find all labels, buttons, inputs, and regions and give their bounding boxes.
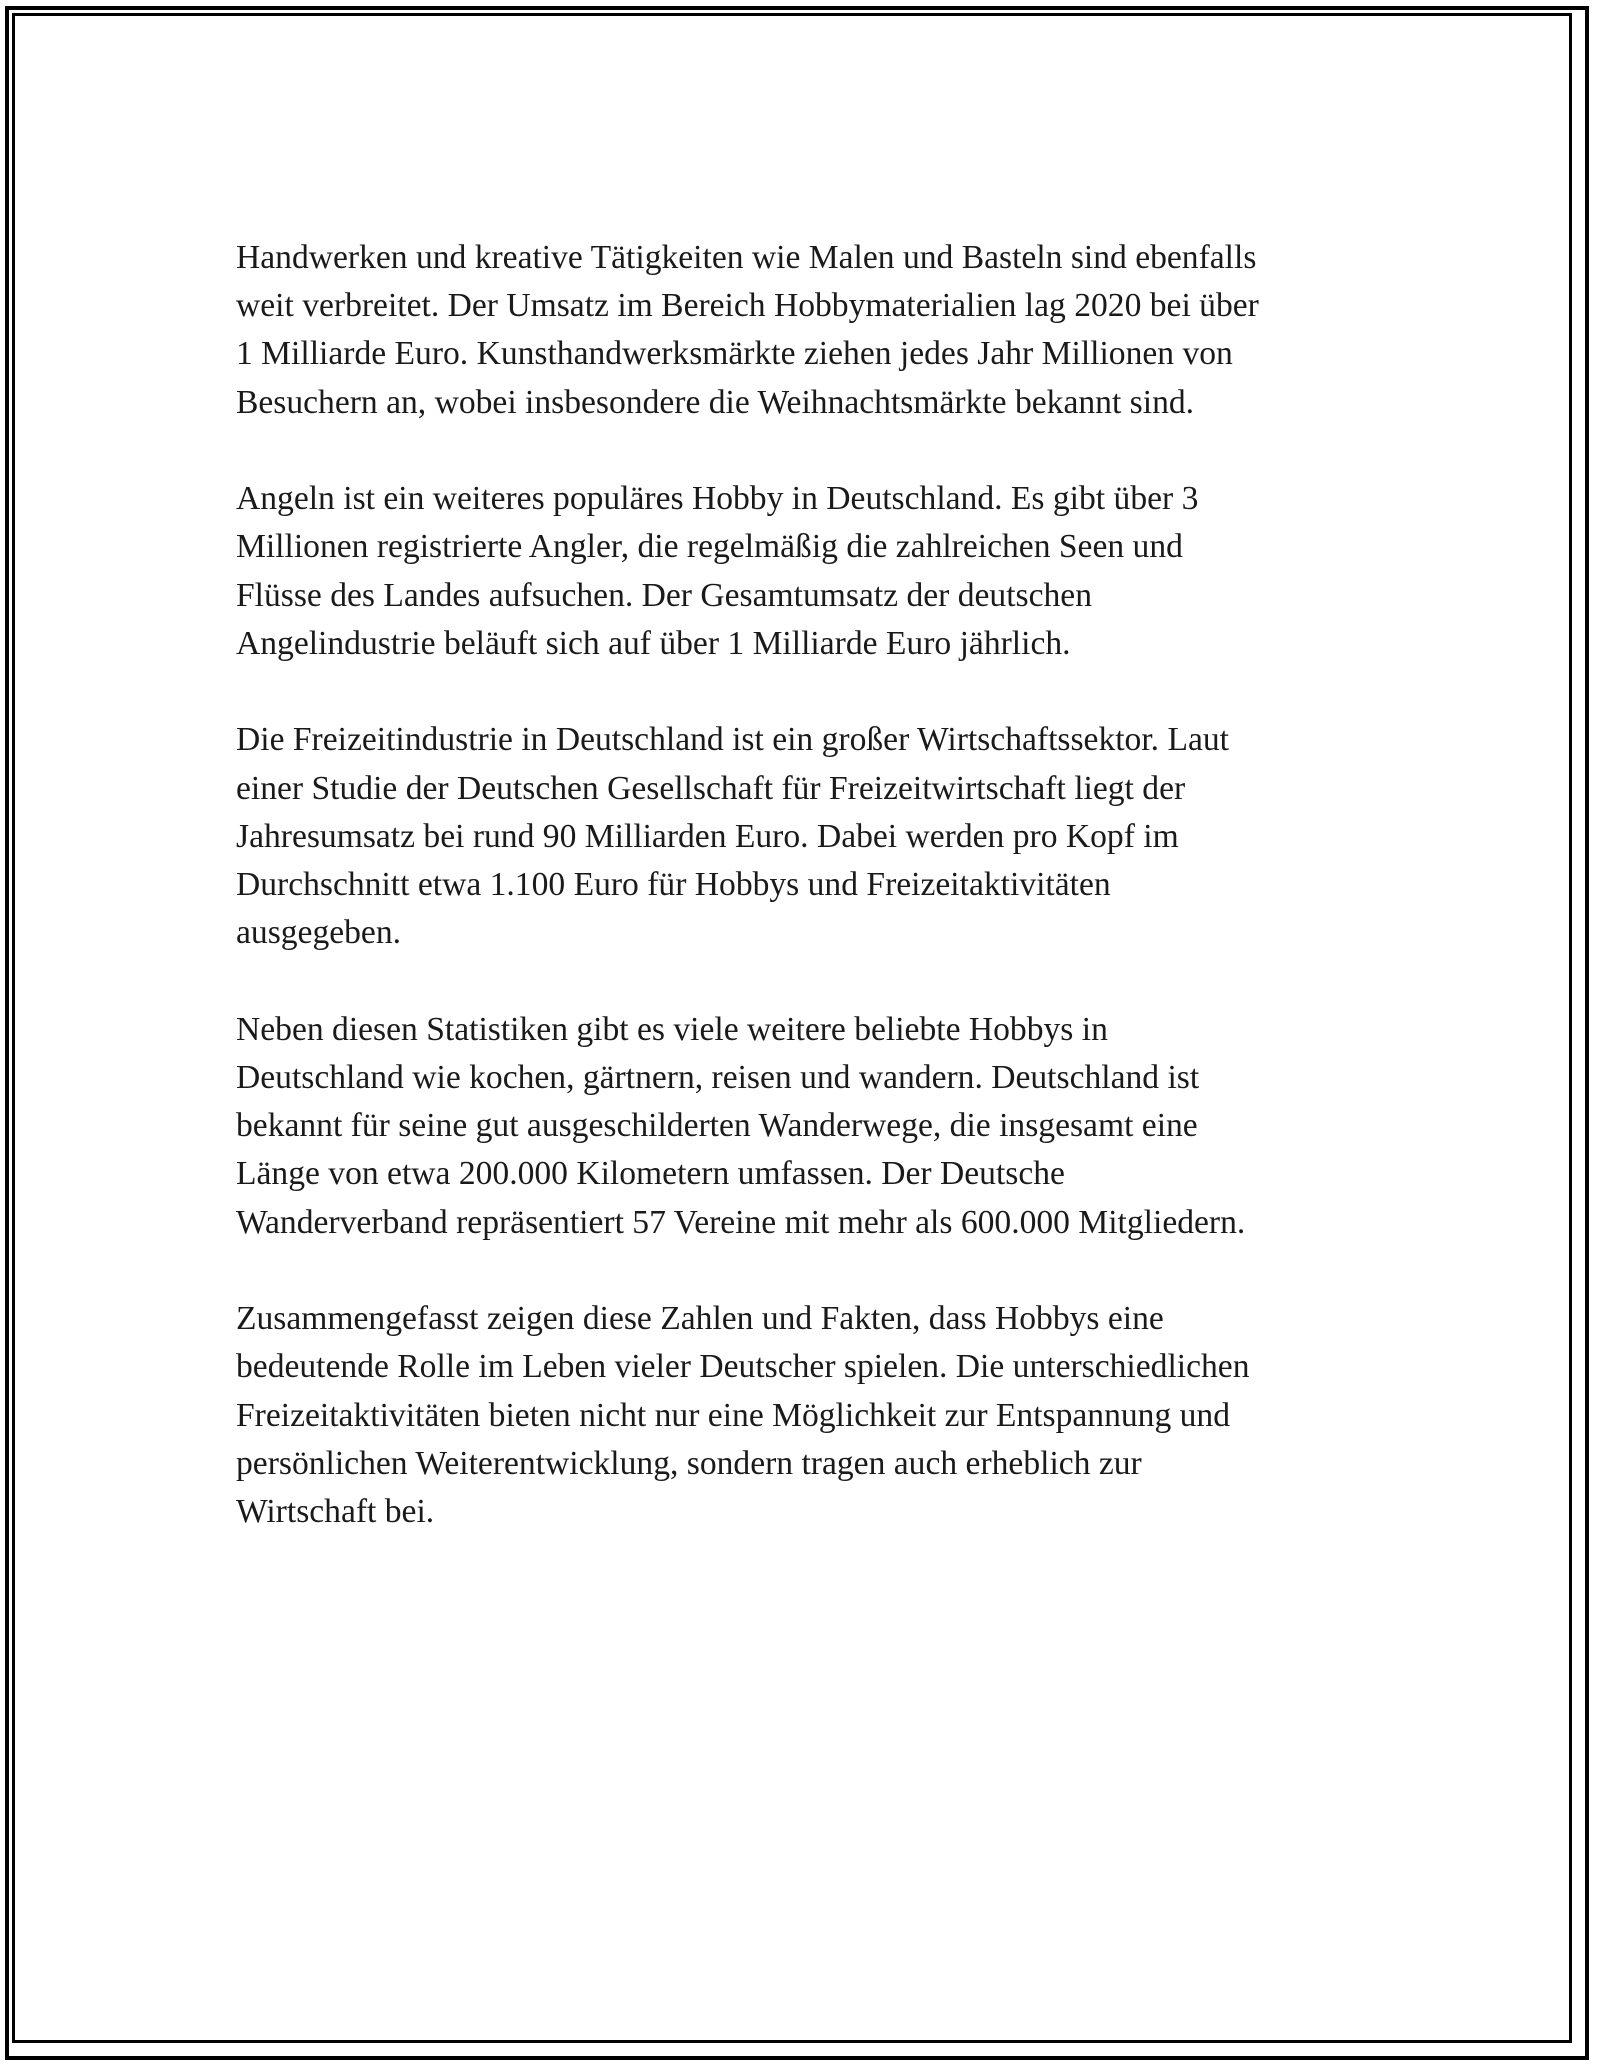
- text-line: Länge von etwa 200.000 Kilometern umfassen. Der Deutsche: [236, 1155, 1065, 1193]
- text-line: bekannt für seine gut ausgeschilderten Wanderwege, die insgesamt eine: [236, 1107, 1198, 1145]
- text-line: Wirtschaft bei.: [236, 1493, 435, 1531]
- text-line: Neben diesen Statistiken gibt es viele weitere beliebte Hobbys in: [236, 1010, 1108, 1048]
- text-line: Freizeitaktivitäten bieten nicht nur eine Möglichkeit zur Entspannung und: [236, 1396, 1231, 1434]
- document-body: [236, 234, 1366, 1585]
- text-line: weit verbreitet. Der Umsatz im Bereich Hobbymaterialien lag 2020 bei über: [236, 287, 1259, 325]
- text-line: Zusammengefasst zeigen diese Zahlen und Fakten, dass Hobbys eine: [236, 1300, 1164, 1338]
- text-line: Jahresumsatz bei rund 90 Milliarden Euro. Dabei werden pro Kopf im: [236, 817, 1179, 855]
- text-line: Die Freizeitindustrie in Deutschland ist ein großer Wirtschaftssektor. Laut: [236, 721, 1229, 759]
- text-line: bedeutende Rolle im Leben vieler Deutscher spielen. Die unterschiedlichen: [236, 1348, 1250, 1386]
- paragraph-fishing: [236, 475, 1366, 668]
- text-line: Millionen registrierte Angler, die regelmäßig die zahlreichen Seen und: [236, 528, 1183, 566]
- text-line: ausgegeben.: [236, 914, 402, 952]
- paragraph-hiking: [236, 1006, 1366, 1247]
- paragraph-summary: [236, 1295, 1366, 1536]
- text-line: Durchschnitt etwa 1.100 Euro für Hobbys und Freizeitaktivitäten: [236, 866, 1111, 904]
- text-line: Besuchern an, wobei insbesondere die Weihnachtsmärkte bekannt sind.: [236, 383, 1195, 421]
- text-line: Angelindustrie beläuft sich auf über 1 Milliarde Euro jährlich.: [236, 624, 1071, 662]
- text-line: Wanderverband repräsentiert 57 Vereine mit mehr als 600.000 Mitgliedern.: [236, 1203, 1246, 1241]
- text-line: einer Studie der Deutschen Gesellschaft für Freizeitwirtschaft liegt der: [236, 769, 1186, 807]
- text-line: Flüsse des Landes aufsuchen. Der Gesamtumsatz der deutschen: [236, 576, 1092, 614]
- text-line: Handwerken und kreative Tätigkeiten wie Malen und Basteln sind ebenfalls: [236, 239, 1257, 276]
- text-line: Angeln ist ein weiteres populäres Hobby in Deutschland. Es gibt über 3: [236, 480, 1199, 518]
- text-line: persönlichen Weiterentwicklung, sondern tragen auch erheblich zur: [236, 1444, 1142, 1482]
- text-line: Deutschland wie kochen, gärtnern, reisen und wandern. Deutschland ist: [236, 1059, 1200, 1097]
- paragraph-leisure-industry: [236, 716, 1366, 957]
- paragraph-crafts: [236, 234, 1366, 427]
- text-line: 1 Milliarde Euro. Kunsthandwerksmärkte ziehen jedes Jahr Millionen von: [236, 335, 1233, 373]
